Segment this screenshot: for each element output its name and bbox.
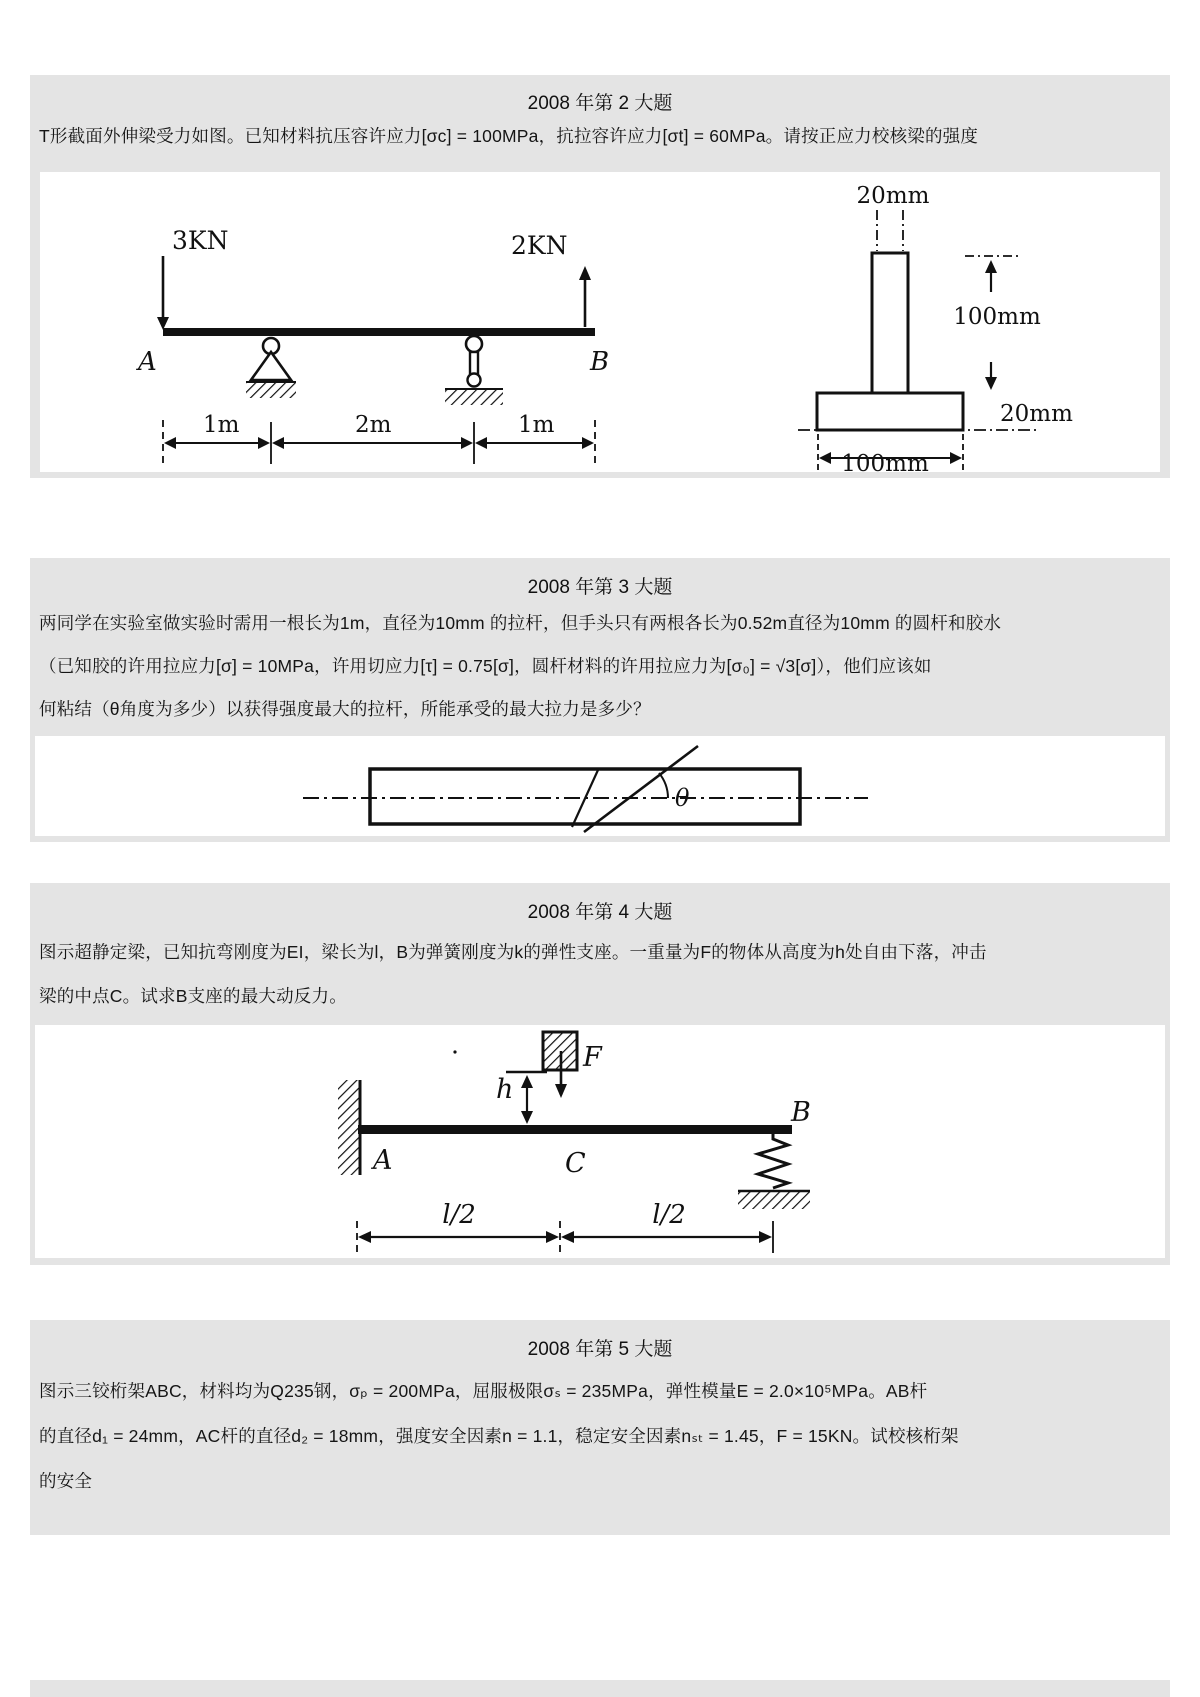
dim-arrowhead-icon [546, 1231, 559, 1243]
next-block-sliver [30, 1680, 1170, 1697]
dim-arrowhead-icon [521, 1111, 533, 1124]
problem-5-line-2: 的直径d₁ = 24mm，AC杆的直径d₂ = 18mm，强度安全因素n = 1.1，稳定安全因素nₛₜ = 1.45，F = 15KN。试校核桁架 [39, 1426, 959, 1446]
roller-support-ground [445, 389, 503, 405]
problem-5-block [30, 1320, 1170, 1535]
roller-support-hinge [466, 336, 482, 352]
angle-label: θ [675, 784, 690, 812]
dim-label-1m: 1m [203, 412, 240, 438]
problem-3-line-3: 何粘结（θ角度为多少）以获得强度最大的拉杆，所能承受的最大拉力是多少？ [39, 699, 651, 719]
section-stem [872, 253, 908, 393]
problem-2-figure [40, 172, 1160, 472]
stem-height-label: 100mm [953, 304, 1041, 330]
problem-2-title: 2008 年第 2 大题 [527, 93, 673, 114]
problem-4-block [30, 883, 1170, 1265]
beam-bar [358, 1125, 792, 1134]
problem-4-title: 2008 年第 4 大题 [527, 902, 673, 923]
dim-arrowhead-icon [258, 437, 270, 449]
problem-3-block [30, 558, 1170, 842]
impact-beam-diagram [35, 1025, 1165, 1258]
beam-label-a: A [373, 1145, 393, 1176]
dim-arrowhead-icon [521, 1075, 533, 1088]
flange-width-label: 100mm [841, 451, 929, 472]
problem-3-line-1: 两同学在实验室做实验时需用一根长为1m，直径为10mm 的拉杆，但手头只有两根各长为0.52m直径为10mm 的圆杆和胶水 [39, 613, 1002, 633]
problem-4-line-1: 图示超静定梁，已知抗弯刚度为EI，梁长为l，B为弹簧刚度为k的弹性支座。一重量为F的物体从高度为h处自由下落，冲击 [39, 942, 987, 962]
problem-3-figure [35, 736, 1165, 836]
glued-rod-diagram [35, 736, 1165, 836]
problem-3-title: 2008 年第 3 大题 [527, 577, 673, 598]
speck [453, 1050, 456, 1053]
roller-support-roller [468, 374, 481, 387]
dim-arrowhead-icon [358, 1231, 371, 1243]
dim-label-2m: 2m [355, 412, 392, 438]
pin-support-triangle [251, 352, 291, 380]
problem-5-line-1: 图示三铰桁架ABC，材料均为Q235钢，σₚ = 200MPa，屈服极限σₛ = 235MPa，弹性模量E = 2.0×10⁵MPa。AB杆 [39, 1381, 928, 1401]
dim-arrowhead-icon [985, 377, 997, 390]
dim-arrowhead-icon [461, 437, 473, 449]
spring-ground [738, 1191, 810, 1209]
dim-label-right: l/2 [652, 1200, 686, 1230]
dim-arrowhead-icon [819, 452, 831, 464]
drop-height-label: h [496, 1074, 514, 1105]
beam-and-section-diagram [40, 172, 1160, 472]
dim-arrowhead-icon [561, 1231, 574, 1243]
force-right-arrowhead-icon [579, 266, 591, 280]
problem-4-figure [35, 1025, 1165, 1258]
drop-arrowhead-icon [555, 1084, 567, 1098]
dim-arrowhead-icon [164, 437, 176, 449]
problem-4-line-2: 梁的中点C。试求B支座的最大动反力。 [39, 986, 347, 1006]
beam-label-c: C [565, 1148, 586, 1179]
dim-label-1m-right: 1m [518, 412, 555, 438]
section-flange [817, 393, 963, 430]
dim-arrowhead-icon [582, 437, 594, 449]
weight-label: F [583, 1042, 602, 1073]
dim-arrowhead-icon [475, 437, 487, 449]
dim-arrowhead-icon [272, 437, 284, 449]
roller-support-link [470, 352, 478, 374]
section-top-width-label: 20mm [856, 183, 930, 209]
force-left-label: 3KN [172, 226, 229, 255]
dim-arrowhead-icon [759, 1231, 772, 1243]
angle-arc [659, 773, 668, 798]
problem-3-line-2: （已知胶的许用拉应力[σ] = 10MPa，许用切应力[τ] = 0.75[σ]，圆杆材料的许用拉应力为[σ₀] = √3[σ]），他们应该如 [39, 656, 932, 676]
fixed-wall [338, 1080, 360, 1175]
beam-label-b: B [791, 1097, 811, 1128]
pin-support-ground [246, 382, 296, 398]
spring-support [758, 1134, 788, 1188]
dim-label-left: l/2 [442, 1200, 476, 1230]
dim-arrowhead-icon [985, 260, 997, 273]
dim-arrowhead-icon [950, 452, 962, 464]
problem-5-line-3: 的安全 [39, 1471, 93, 1491]
beam-label-a: A [138, 347, 157, 377]
problem-2-block [30, 75, 1170, 478]
beam-label-b: B [590, 347, 610, 377]
force-right-label: 2KN [511, 231, 568, 260]
problem-5-title: 2008 年第 5 大题 [527, 1339, 673, 1360]
problem-2-body: T形截面外伸梁受力如图。已知材料抗压容许应力[σc] = 100MPa，抗拉容许应力[σt] = 60MPa。请按正应力校核梁的强度 [39, 126, 979, 146]
beam-bar [163, 328, 595, 336]
flange-thickness-label: 20mm [1000, 401, 1073, 427]
